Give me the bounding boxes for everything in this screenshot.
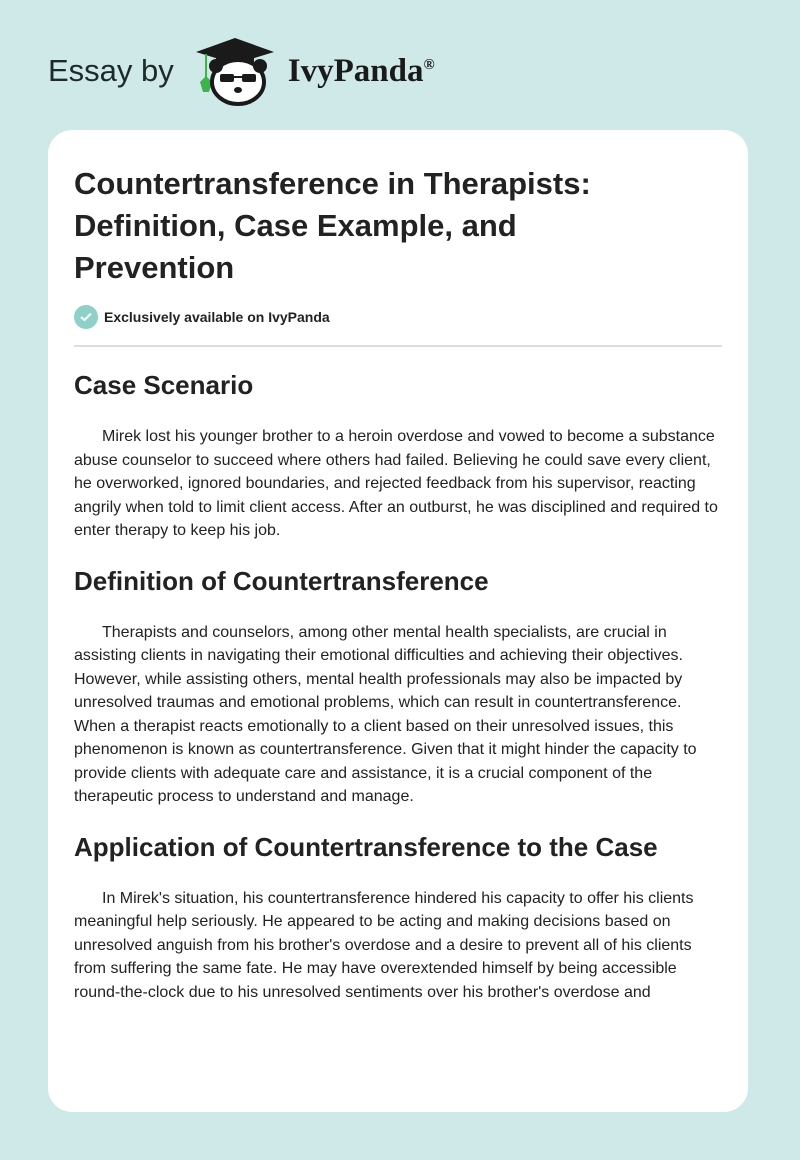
section-heading: Definition of Countertransference (74, 565, 489, 596)
essay-title: Countertransference in Therapists: Definition, Case Example, and Prevention (74, 166, 591, 285)
brand-name: IvyPanda® (287, 52, 435, 89)
section-paragraph: Therapists and counselors, among other mental health specialists, are crucial in assisting clients in navigating their emotional difficulties and achieving their objectives. However, while assisting others, mental health professionals may also be impacted by unresolved traumas and emotional problems, which can result in countertransference. When a therapist reacts emotionally to a client based on their unresolved issues, this phenomenon is known as countertransference. Given that it might hinder the capacity to provide clients with adequate care and assistance, it is a crucial component of the therapeutic process to understand and manage. (74, 623, 697, 805)
essay-card (48, 130, 748, 1112)
section-heading: Case Scenario (74, 370, 254, 400)
site-header (48, 36, 435, 106)
exclusive-badge (74, 305, 722, 329)
check-icon (74, 305, 98, 329)
divider (74, 345, 722, 347)
section-paragraph: Mirek lost his younger brother to a heroin overdose and vowed to become a substance abuse counselor to succeed where others had failed. Believing he could save every client, he overworked, ignored boundaries, and rejected feedback from his supervisor, reacting angrily when told to limit client access. After an outburst, he was disciplined and required to enter therapy to keep his job. (74, 428, 718, 539)
section-paragraph: In Mirek's situation, his countertransference hindered his capacity to offer his clients meaningful help seriously. He appeared to be acting and making decisions based on unresolved anguish from his brother's overdose and a desire to prevent all of his clients from suffering the same fate. He may have overextended himself by being accessible round-the-clock due to his unresolved sentiments over his brother's overdose and (74, 889, 694, 1001)
section-heading: Application of Countertransference to the Case (74, 831, 658, 862)
essay-by-label: Essay by (48, 53, 174, 88)
exclusive-label: Exclusively available on IvyPanda (104, 309, 330, 325)
panda-logo-icon (192, 36, 278, 106)
